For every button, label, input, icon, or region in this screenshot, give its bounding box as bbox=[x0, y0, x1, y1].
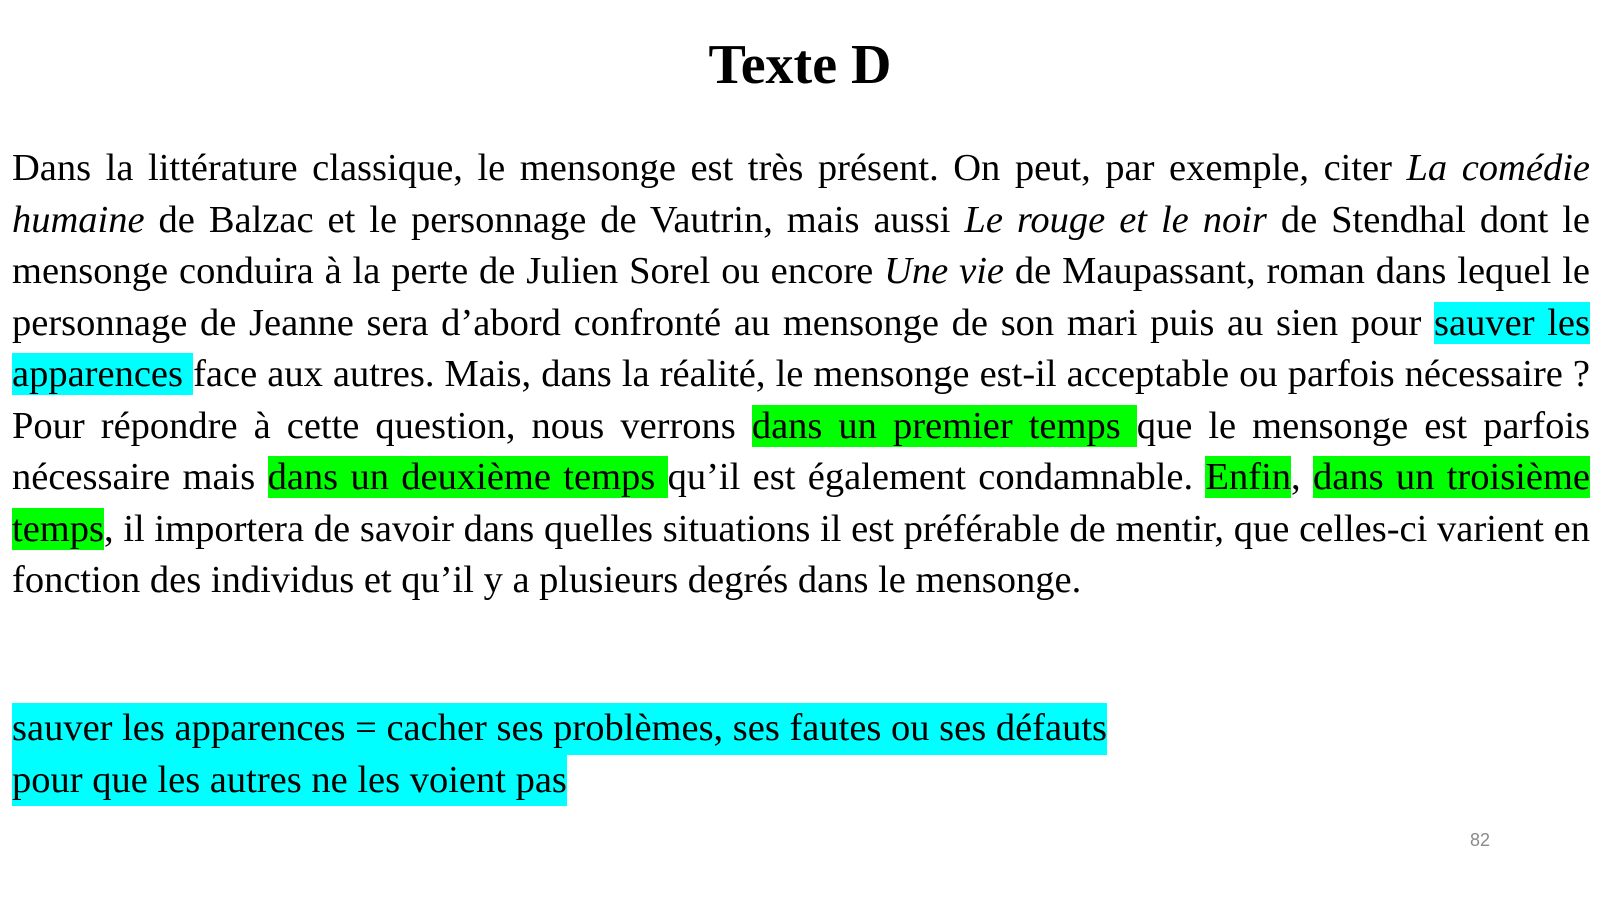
body-paragraph bbox=[12, 143, 1590, 607]
italic-book-title: Une vie bbox=[884, 250, 1005, 292]
text-segment: , bbox=[1291, 456, 1313, 498]
text-segment: face aux autres. Mais, dans la réalité, le mensonge est-il acceptable ou parfois nécessaire ? Pour répondre à cette question, nous verrons bbox=[12, 353, 1591, 447]
definition-box bbox=[12, 703, 1107, 806]
slide-title: Texte D bbox=[708, 34, 892, 96]
text-segment: de Stendhal dont le mensonge conduira à la perte de Julien Sorel ou encore bbox=[12, 198, 1591, 292]
page-number: 82 bbox=[1470, 830, 1491, 850]
highlight-connector: dans un deuxième temps bbox=[267, 456, 668, 498]
highlight-connector: dans un premier temps bbox=[751, 404, 1137, 447]
text-segment: de Maupassant, roman dans lequel le personnage de Jeanne sera d’abord confronté au mensonge de son mari puis au sien pour bbox=[12, 250, 1590, 344]
definition-line: sauver les apparences = cacher ses problèmes, ses fautes ou ses défauts bbox=[12, 703, 1107, 755]
italic-book-title: La comédie humaine bbox=[12, 147, 1590, 241]
highlight-connector: dans un troisième temps bbox=[12, 456, 1591, 550]
text-segment: que le mensonge est parfois nécessaire mais bbox=[12, 404, 1591, 498]
highlight-expression: sauver les apparences bbox=[12, 301, 1590, 395]
highlight-connector: Enfin bbox=[1205, 456, 1292, 498]
text-segment: qu’il est également condamnable. bbox=[667, 456, 1206, 498]
italic-book-title: Le rouge et le noir bbox=[964, 198, 1267, 241]
definition-line: pour que les autres ne les voient pas bbox=[12, 755, 567, 807]
text-segment: , il importera de savoir dans quelles situations il est préférable de mentir, que celles-ci varient en fonction des individus et qu’il y a plusieurs degrés dans le mensonge. bbox=[12, 507, 1590, 601]
text-segment: de Balzac et le personnage de Vautrin, mais aussi bbox=[144, 198, 965, 241]
text-segment: Dans la littérature classique, le mensonge est très présent. On peut, par exemple, citer bbox=[12, 147, 1407, 189]
